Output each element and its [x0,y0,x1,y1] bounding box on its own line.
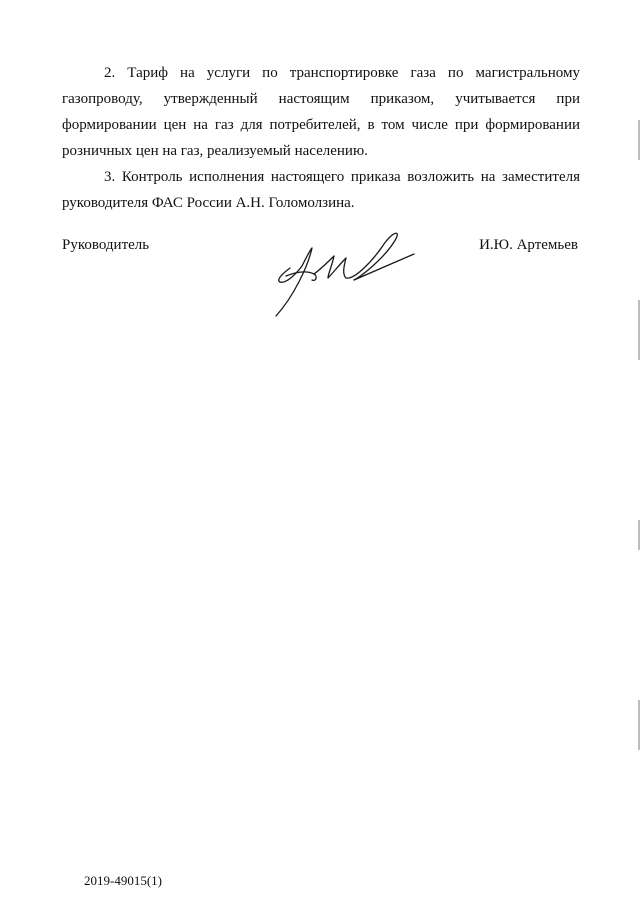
signatory-title: Руководитель [62,237,150,253]
signatory-name: И.Ю. Артемьев [479,237,578,253]
document-number: 2019-49015(1) [84,873,162,888]
handwritten-signature-icon [262,222,422,322]
paragraph-3: 3. Контроль исполнения настоящего приказа возложить на заместителя руководителя ФАС России А.Н. Голомолзина. [62,169,580,211]
paragraph-2: 2. Тариф на услуги по транспортировке газа по магистральному газопроводу, утвержденный настоящим приказом, учитывается при формировании цен на газ для потребителей, в том числе при формировании розничных цен на газ, реализуемый населению. [62,65,580,159]
